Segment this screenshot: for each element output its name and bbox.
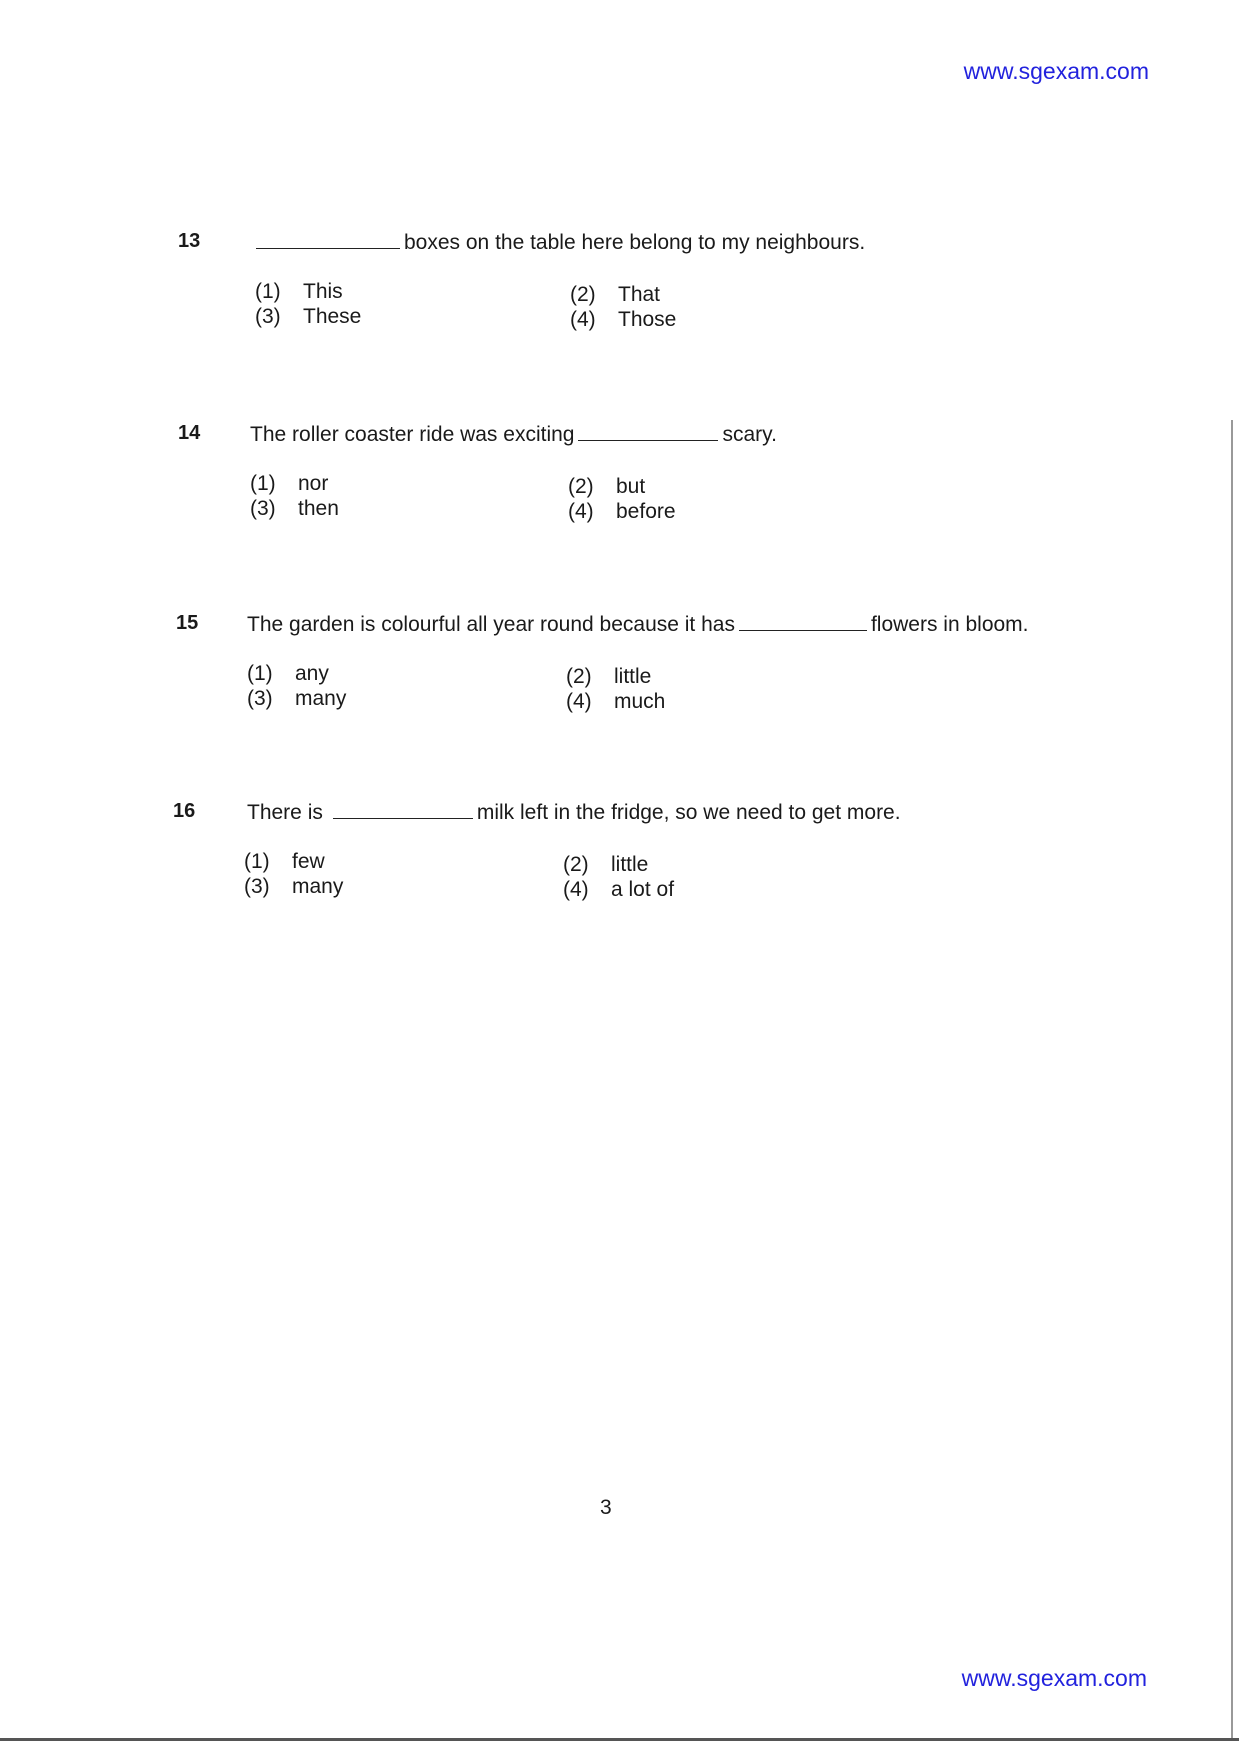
option-2[interactable]	[566, 665, 651, 689]
option-1[interactable]	[250, 472, 328, 496]
question-text-before: The garden is colourful all year round because it has	[247, 613, 735, 636]
question-text	[250, 422, 777, 447]
option-number: (3)	[244, 875, 270, 898]
answer-blank	[578, 422, 718, 441]
option-text: much	[614, 690, 666, 713]
option-3[interactable]	[250, 497, 339, 521]
option-number: (4)	[566, 690, 592, 713]
option-number: (2)	[563, 853, 589, 876]
option-text: many	[295, 687, 347, 710]
option-text: before	[616, 500, 676, 523]
question-14	[0, 422, 1239, 542]
option-text: These	[303, 305, 362, 328]
option-number: (2)	[568, 475, 594, 498]
option-number: (4)	[570, 308, 596, 331]
option-text: This	[303, 280, 343, 303]
question-number: 16	[173, 800, 196, 822]
footer-website-link[interactable]: www.sgexam.com	[961, 1665, 1147, 1691]
question-15	[0, 612, 1239, 732]
question-text-before: The roller coaster ride was exciting	[250, 423, 575, 446]
option-4[interactable]	[563, 878, 674, 902]
scan-bottom-rule	[0, 1738, 1239, 1741]
question-text-after: flowers in bloom.	[870, 613, 1029, 636]
option-number: (1)	[244, 850, 270, 873]
option-number: (1)	[247, 662, 273, 685]
option-4[interactable]	[570, 308, 676, 332]
option-text: but	[616, 475, 646, 498]
question-text-after: milk left in the fridge, so we need to get more.	[476, 801, 901, 824]
option-text: few	[292, 850, 325, 873]
option-1[interactable]	[244, 850, 325, 874]
question-text-after: scary.	[722, 423, 777, 446]
option-1[interactable]	[247, 662, 329, 686]
question-text-after: boxes on the table here belong to my neighbours.	[404, 231, 866, 254]
option-number: (2)	[570, 283, 596, 306]
answer-blank	[739, 612, 867, 631]
option-text: That	[618, 283, 661, 306]
answer-blank	[333, 800, 473, 819]
scan-edge-line	[1231, 420, 1233, 1740]
option-number: (2)	[566, 665, 592, 688]
page-number: 3	[600, 1496, 612, 1519]
option-number: (1)	[250, 472, 276, 495]
option-number: (3)	[250, 497, 276, 520]
question-text-before: There is	[247, 801, 323, 824]
question-text	[256, 230, 865, 255]
option-3[interactable]	[255, 305, 361, 329]
option-3[interactable]	[244, 875, 343, 899]
option-3[interactable]	[247, 687, 346, 711]
option-number: (1)	[255, 280, 281, 303]
question-text	[247, 612, 1029, 637]
header-website-link[interactable]: www.sgexam.com	[963, 58, 1149, 84]
option-text: a lot of	[611, 878, 675, 901]
option-4[interactable]	[568, 500, 676, 524]
option-text: any	[295, 662, 329, 685]
option-1[interactable]	[255, 280, 343, 304]
question-16	[0, 800, 1239, 920]
option-number: (3)	[247, 687, 273, 710]
question-13	[0, 230, 1239, 350]
option-text: Those	[618, 308, 677, 331]
option-2[interactable]	[570, 283, 660, 307]
option-4[interactable]	[566, 690, 665, 714]
option-text: many	[292, 875, 344, 898]
option-text: nor	[298, 472, 329, 495]
question-text	[247, 800, 901, 825]
question-number: 15	[176, 612, 199, 634]
option-text: little	[611, 853, 649, 876]
option-2[interactable]	[568, 475, 645, 499]
option-number: (4)	[563, 878, 589, 901]
question-number: 13	[178, 230, 201, 252]
option-text: then	[298, 497, 339, 520]
answer-blank	[256, 230, 400, 249]
option-number: (4)	[568, 500, 594, 523]
option-text: little	[614, 665, 652, 688]
option-2[interactable]	[563, 853, 648, 877]
question-number: 14	[178, 422, 201, 444]
option-number: (3)	[255, 305, 281, 328]
